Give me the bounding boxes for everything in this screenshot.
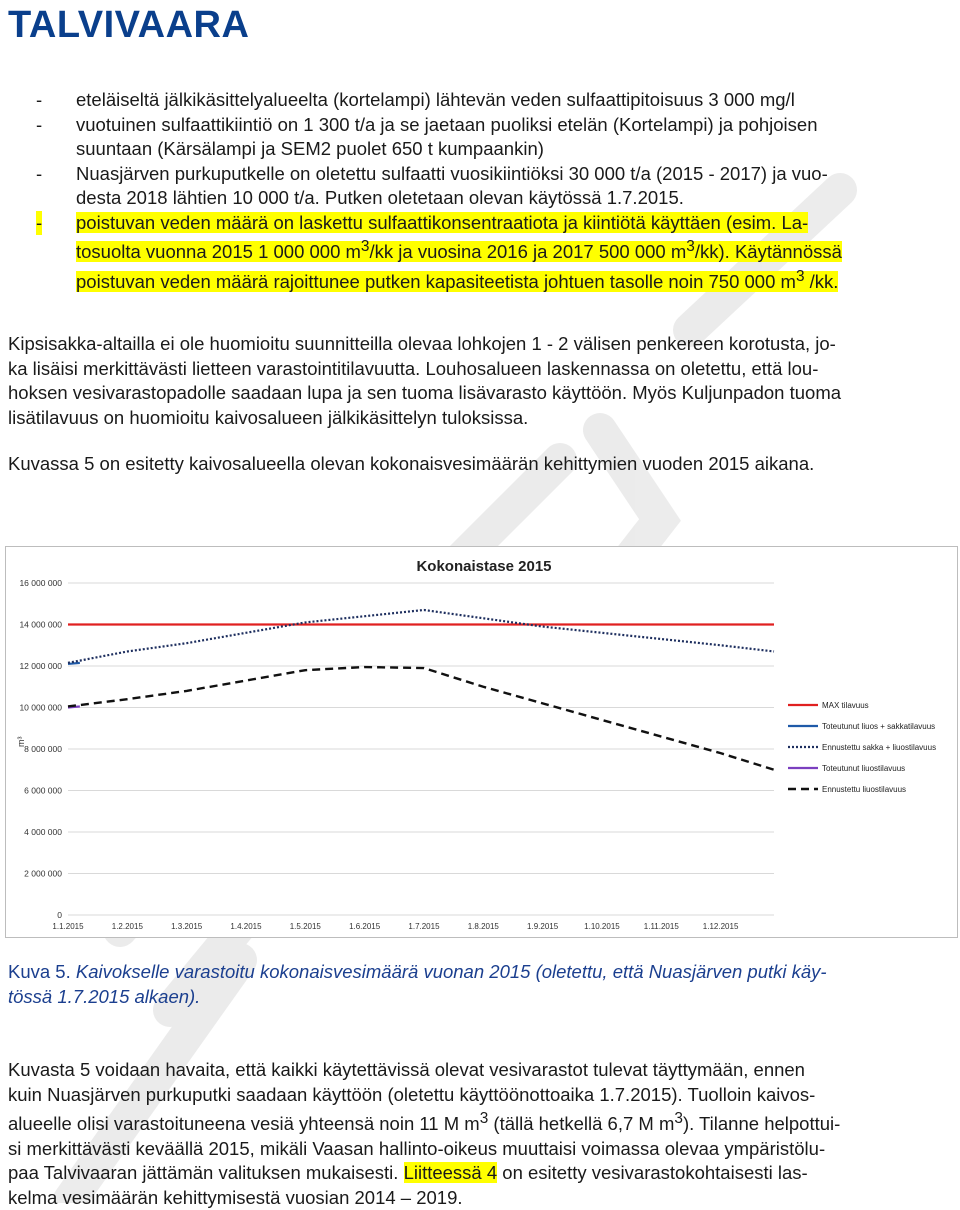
series-line xyxy=(68,667,774,770)
paragraph-conclusion: Kuvasta 5 voidaan havaita, että kaikki käytettävissä olevat vesivarastot tulevat täyttymään, ennen kuin Nuasjärven purkuputki saadaan käyttöön (oletettu käyttöönottoaika 1.7.2015). Tuolloin kaivos- alueelle olisi varastoituneena vesiä yhteensä noin 11 M $m^3$ (tällä hetkellä 6,7 M $m^3$). Tilanne helpottui- si merkittävästi keväällä 2015, mikäli Vaasan hallinto-oikeus muuttaisi voimassa olevaa ympäristölu- paa Talvivaaran jättämän valituksen mukaisesti. Liitteessä 4 on esitetty vesivarastokohtaisesti las- kelma vesimäärän kehittymisestä vuosian 2014 – 2019. xyxy=(8,1059,841,1208)
figure-caption: Kuva 5. Kaivokselle varastoitu kokonaisvesimäärä vuonan 2015 (oletettu, että Nuasjärven putki käy- tössä 1.7.2015 alkaen). xyxy=(8,961,827,1007)
x-tick-label: 1.6.2015 xyxy=(349,922,381,931)
y-tick-label: 14 000 000 xyxy=(19,619,62,630)
water-balance-chart xyxy=(5,546,958,938)
legend-label: Toteutunut liuostilavuus xyxy=(822,764,906,773)
list-item-highlighted: - poistuvan veden määrä on laskettu sulfaattikonsentraatiota ja kiintiötä käyttäen (esim. La- tosuolta vuonna 2015 1 000 000 $m^3/kk$ ja vuosina 2016 ja 2017 500 000 $m^3/kk$). Käytännössä poistuvan veden määrä rajoittunee putken kapasiteetista johtuen tasolle noin 750 000 $m^3$ /kk. xyxy=(36,211,842,292)
legend-label: Toteutunut liuos + sakkatilavuus xyxy=(822,722,936,731)
legend-label: MAX tilavuus xyxy=(822,701,869,710)
list-item: - eteläiseltä jälkikäsittelyalueelta (kortelampi) lähtevän veden sulfaattipitoisuus 3 000 mg/l xyxy=(36,89,795,110)
y-tick-label: 10 000 000 xyxy=(19,702,62,713)
y-tick-label: 8 000 000 xyxy=(24,744,62,754)
x-tick-label: 1.1.2015 xyxy=(52,922,84,931)
x-tick-label: 1.2.2015 xyxy=(111,922,143,931)
paragraph-storage: Kipsisakka-altailla ei ole huomioitu suunnitteilla olevaa lohkojen 1 - 2 välisen penkereen korotusta, jo- ka lisäisi merkittävästi lietteen varastointitilavuutta. Louhosalueen laskennassa on oletettu, että lou- hoksen vesivarastopadolle saadaan lupa ja sen tuoma lisävarasto käyttöön. Myös Kuljunpadon tuoma lisätilavuus on huomioitu kaivosalueen jälkikäsittelyn tuloksissa. xyxy=(8,333,842,428)
x-tick-label: 1.5.2015 xyxy=(289,922,321,931)
x-tick-label: 1.8.2015 xyxy=(467,922,499,931)
y-axis-label: m³ xyxy=(16,736,26,747)
y-tick-label: 0 xyxy=(57,910,62,920)
legend-label: Ennustettu liuostilavuus xyxy=(822,785,907,794)
paragraph-figure-intro: Kuvassa 5 on esitetty kaivosalueella olevan kokonaisvesimäärän kehittymien vuoden 2015 aikana. xyxy=(8,453,815,474)
appendix-reference: Liitteessä 4 xyxy=(403,1162,498,1184)
bullet-list xyxy=(36,88,958,294)
x-tick-label: 1.9.2015 xyxy=(527,922,559,931)
y-tick-label: 16 000 000 xyxy=(19,578,62,588)
list-item: - Nuasjärven purkuputkelle on oletettu sulfaatti vuosikiintiöksi 30 000 t/a (2015 - 2017) ja vuo- desta 2018 lähtien 10 000 t/a. Putken oletetaan olevan käytössä 1.7.2015. xyxy=(36,162,828,208)
y-tick-label: 2 000 000 xyxy=(24,868,62,879)
chart-svg xyxy=(6,547,957,937)
y-tick-label: 4 000 000 xyxy=(24,827,62,837)
x-tick-label: 1.3.2015 xyxy=(171,922,203,931)
legend-label: Ennustettu sakka + liuostilavuus xyxy=(822,743,937,752)
series-line xyxy=(68,610,774,663)
x-tick-label: 1.11.2015 xyxy=(643,922,679,931)
x-tick-label: 1.12.2015 xyxy=(702,922,739,931)
chart-title: Kokonaistase 2015 xyxy=(416,558,552,575)
y-tick-label: 12 000 000 xyxy=(19,661,62,671)
x-tick-label: 1.4.2015 xyxy=(230,922,262,931)
x-tick-label: 1.10.2015 xyxy=(584,922,620,931)
y-tick-label: 6 000 000 xyxy=(24,785,62,796)
talvivaara-logo: TALVIVAARA xyxy=(8,4,250,46)
x-tick-label: 1.7.2015 xyxy=(408,922,440,931)
list-item: - vuotuinen sulfaattikiintiö on 1 300 t/a ja se jaetaan puoliksi etelän (Kortelampi) ja pohjoisen suuntaan (Kärsälampi ja SEM2 puolet 650 t kumpaankin) xyxy=(36,113,818,159)
